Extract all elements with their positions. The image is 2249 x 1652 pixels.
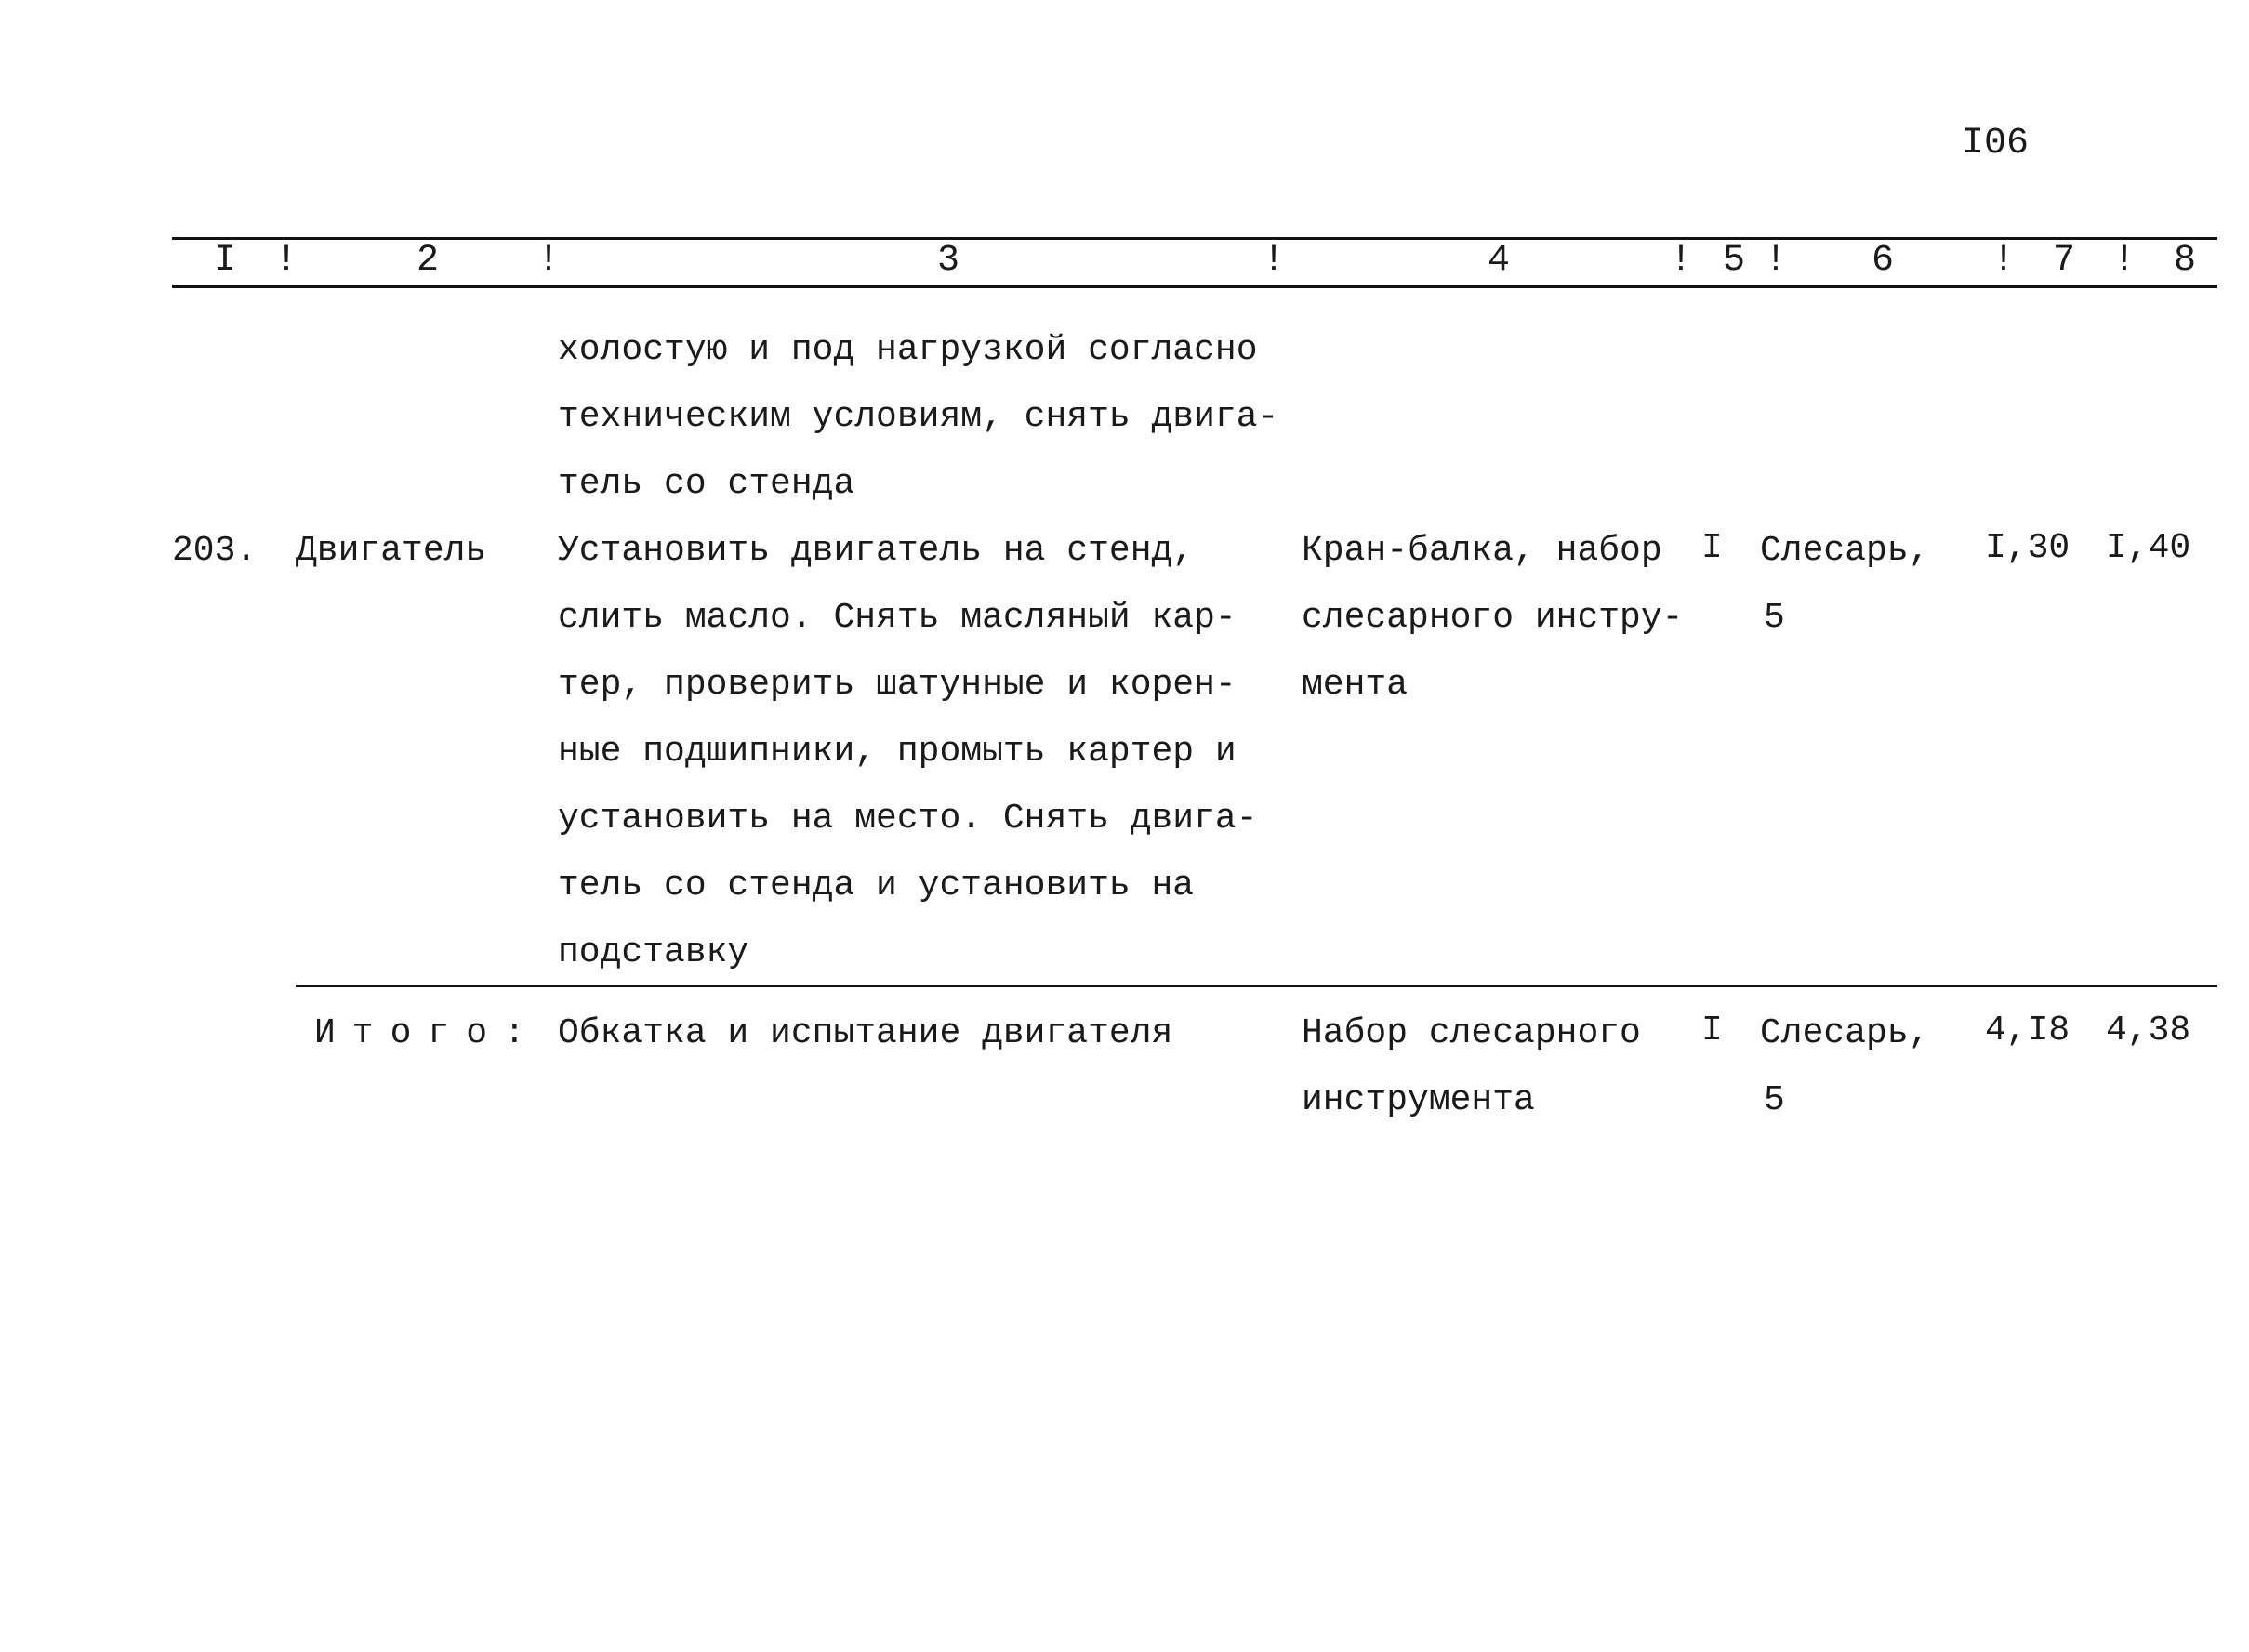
- row-description-line: тель со стенда: [558, 464, 855, 504]
- header-separator: !: [1262, 240, 1286, 282]
- total-label: Итого:: [314, 1013, 542, 1053]
- row-worker-grade: 5: [1764, 598, 1785, 638]
- header-separator: !: [1669, 240, 1693, 282]
- header-col-6: 6: [1871, 240, 1895, 282]
- row-equipment-line: Кран-балка, набор: [1302, 531, 1662, 571]
- header-col-4: 4: [1487, 240, 1511, 282]
- header-separator: !: [2112, 240, 2137, 282]
- header-col-3: 3: [936, 240, 960, 282]
- row-col8-value: I,40: [2106, 528, 2191, 568]
- header-col-7: 7: [2052, 240, 2076, 282]
- total-col5-value: I: [1701, 1011, 1723, 1051]
- header-separator: !: [536, 240, 561, 282]
- row-description-line: тель со стенда и установить на: [558, 866, 1195, 905]
- total-rule: [296, 985, 2217, 987]
- page-number: I06: [1962, 123, 2030, 165]
- header-col-1: I: [213, 240, 237, 282]
- header-col-8: 8: [2173, 240, 2197, 282]
- row-description-line: техническим условиям, снять двига-: [558, 397, 1279, 437]
- header-top-rule: [172, 237, 2217, 240]
- header-col-5: 5: [1722, 240, 1746, 282]
- header-bottom-rule: [172, 285, 2217, 288]
- header-separator: !: [1764, 240, 1788, 282]
- total-description: Обкатка и испытание двигателя: [558, 1013, 1173, 1053]
- row-worker-line: Слесарь,: [1760, 531, 1930, 571]
- total-equipment-line: инструмента: [1302, 1080, 1535, 1120]
- row-description-line: холостую и под нагрузкой согласно: [558, 330, 1258, 370]
- row-description-line: тер, проверить шатунные и корен-: [558, 665, 1237, 705]
- row-col5-value: I: [1701, 528, 1723, 568]
- total-equipment-line: Набор слесарного: [1302, 1013, 1641, 1053]
- row-description-line: подставку: [558, 932, 749, 972]
- row-description-line: ные подшипники, промыть картер и: [558, 732, 1237, 772]
- row-col7-value: I,30: [1985, 528, 2070, 568]
- header-separator: !: [274, 240, 298, 282]
- total-worker-grade: 5: [1764, 1080, 1785, 1120]
- row-equipment-line: слесарного инстру-: [1302, 598, 1684, 638]
- row-description-line: Установить двигатель на стенд,: [558, 531, 1195, 571]
- row-description-line: установить на место. Снять двига-: [558, 799, 1258, 839]
- header-separator: !: [1991, 240, 2016, 282]
- row-number: 203.: [172, 531, 258, 571]
- total-col7-value: 4,I8: [1985, 1011, 2070, 1051]
- total-worker-line: Слесарь,: [1760, 1013, 1930, 1053]
- header-col-2: 2: [416, 240, 440, 282]
- row-equipment-line: мента: [1302, 665, 1409, 705]
- total-col8-value: 4,38: [2106, 1011, 2191, 1051]
- row-description-line: слить масло. Снять масляный кар-: [558, 598, 1237, 638]
- row-item-name: Двигатель: [296, 531, 487, 571]
